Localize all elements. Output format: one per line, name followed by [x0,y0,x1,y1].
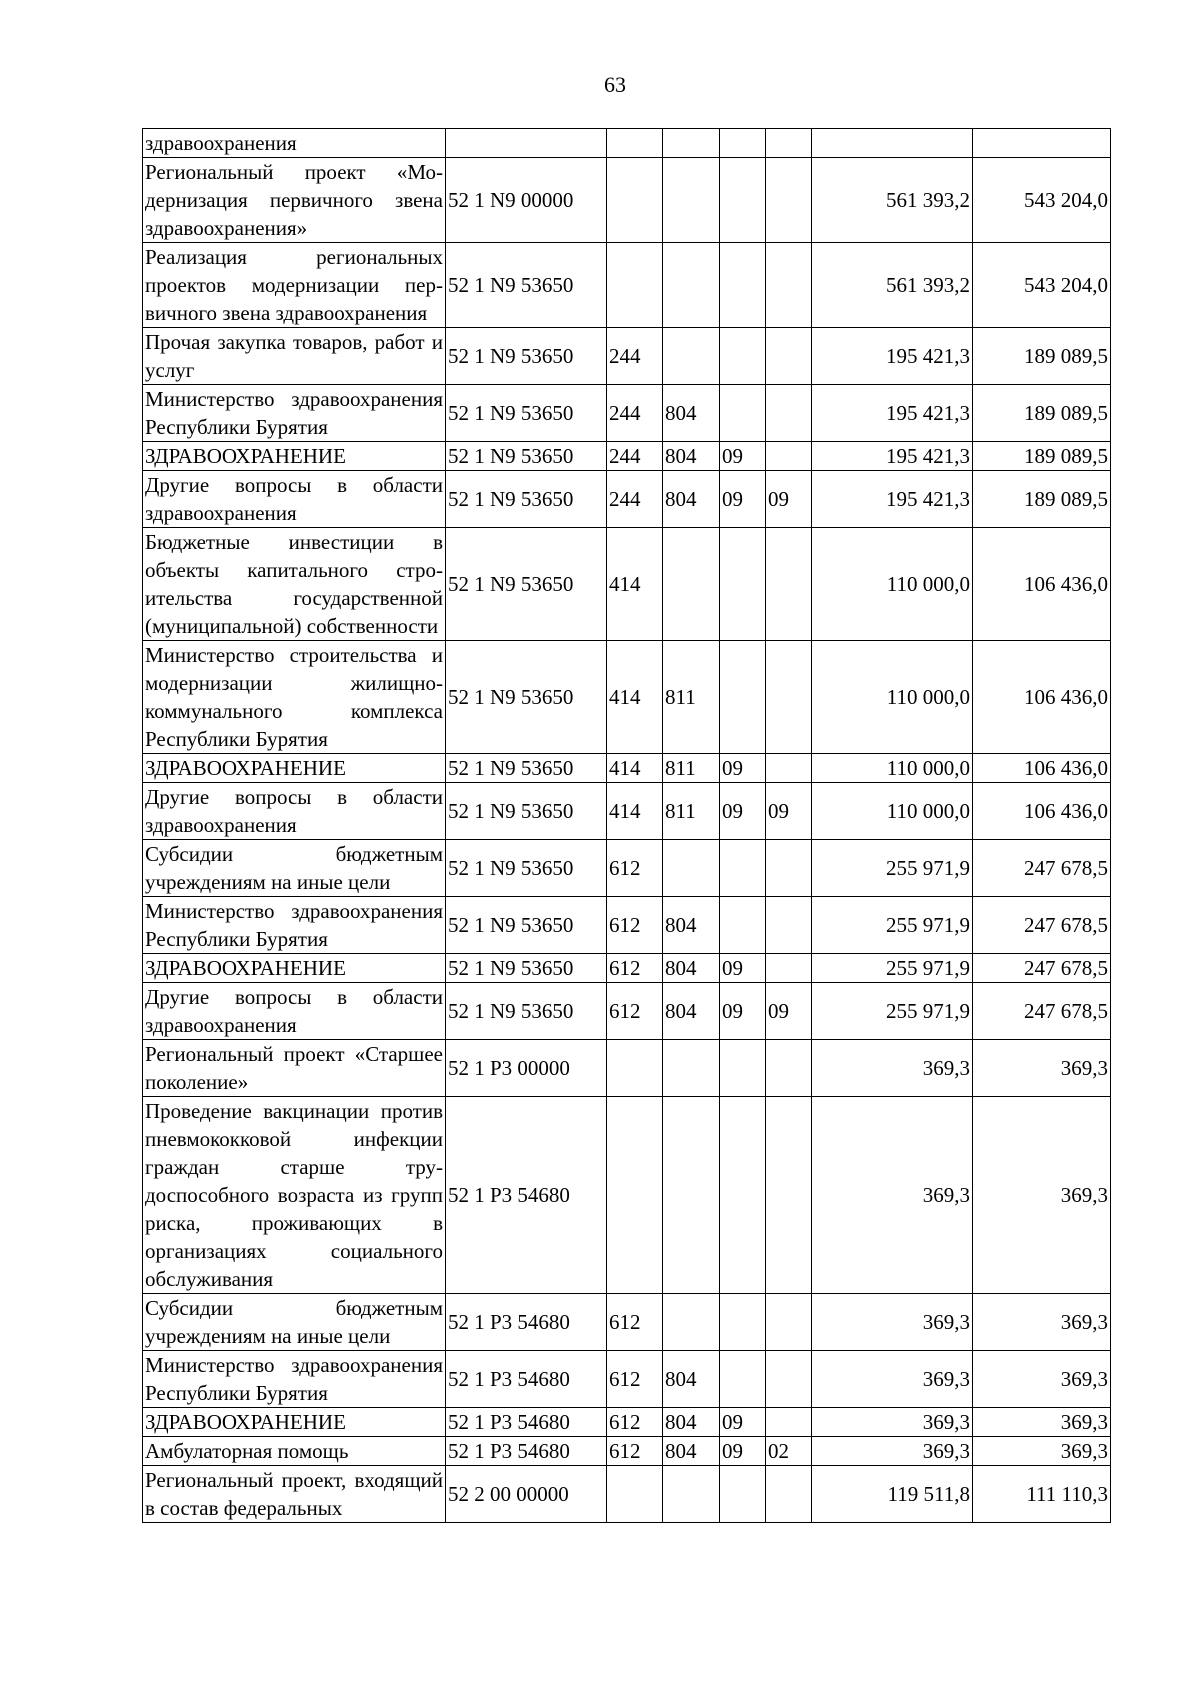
cell-section [720,1294,766,1351]
cell-subsection [766,1466,812,1523]
cell-amount-1: 255 971,9 [812,840,973,897]
cell-amount-1 [812,129,973,158]
cell-target-code: 52 1 N9 00000 [446,158,607,243]
cell-ministry-code: 811 [663,754,720,783]
cell-subsection [766,442,812,471]
cell-subsection [766,1351,812,1408]
cell-amount-1: 110 000,0 [812,783,973,840]
cell-target-code: 52 1 N9 53650 [446,754,607,783]
cell-ministry-code: 804 [663,1408,720,1437]
cell-amount-2: 369,3 [973,1097,1111,1294]
cell-amount-1: 561 393,2 [812,158,973,243]
cell-section: 09 [720,1437,766,1466]
cell-expense-type: 612 [607,954,663,983]
cell-section: 09 [720,754,766,783]
cell-section [720,1097,766,1294]
cell-amount-1: 255 971,9 [812,983,973,1040]
table-row [143,954,1111,983]
cell-amount-2: 189 089,5 [973,328,1111,385]
table-row [143,385,1111,442]
cell-ministry-code: 804 [663,897,720,954]
cell-subsection [766,385,812,442]
cell-target-code: 52 1 N9 53650 [446,641,607,754]
cell-name: Субсидии бюджетным учреждениям на иные цели [143,840,446,897]
cell-ministry-code: 804 [663,442,720,471]
cell-section: 09 [720,442,766,471]
cell-amount-2: 106 436,0 [973,641,1111,754]
table-row [143,1437,1111,1466]
cell-subsection [766,754,812,783]
cell-ministry-code [663,840,720,897]
cell-expense-type: 612 [607,1294,663,1351]
cell-name: Прочая закупка товаров, работ и услуг [143,328,446,385]
cell-target-code: 52 1 N9 53650 [446,243,607,328]
cell-expense-type [607,243,663,328]
cell-expense-type: 612 [607,1408,663,1437]
cell-name: Реализация региональных проектов модернизации первичного звена здравоохранения [143,243,446,328]
cell-target-code [446,129,607,158]
cell-target-code: 52 1 N9 53650 [446,528,607,641]
cell-name: ЗДРАВООХРАНЕНИЕ [143,1408,446,1437]
cell-expense-type [607,1466,663,1523]
cell-name: Министерство здравоохранения Республики Бурятия [143,385,446,442]
cell-target-code: 52 1 P3 54680 [446,1437,607,1466]
cell-amount-2: 543 204,0 [973,243,1111,328]
cell-name: Министерство здравоохранения Республики Бурятия [143,1351,446,1408]
cell-ministry-code [663,129,720,158]
cell-amount-2: 369,3 [973,1351,1111,1408]
cell-name: ЗДРАВООХРАНЕНИЕ [143,954,446,983]
cell-target-code: 52 1 P3 54680 [446,1097,607,1294]
cell-name: Другие вопросы в области здравоохранения [143,783,446,840]
cell-amount-2: 189 089,5 [973,471,1111,528]
cell-ministry-code: 811 [663,783,720,840]
cell-ministry-code: 804 [663,983,720,1040]
table-row [143,442,1111,471]
cell-subsection [766,840,812,897]
cell-expense-type: 414 [607,754,663,783]
cell-target-code: 52 1 P3 00000 [446,1040,607,1097]
cell-amount-1: 110 000,0 [812,754,973,783]
cell-amount-2: 543 204,0 [973,158,1111,243]
cell-expense-type: 244 [607,442,663,471]
cell-amount-1: 110 000,0 [812,528,973,641]
table-row [143,983,1111,1040]
cell-amount-1: 369,3 [812,1294,973,1351]
cell-amount-1: 255 971,9 [812,897,973,954]
cell-target-code: 52 1 N9 53650 [446,442,607,471]
cell-target-code: 52 1 N9 53650 [446,954,607,983]
cell-section: 09 [720,783,766,840]
cell-name: ЗДРАВООХРАНЕНИЕ [143,754,446,783]
cell-ministry-code: 804 [663,385,720,442]
cell-expense-type [607,129,663,158]
cell-amount-1: 195 421,3 [812,442,973,471]
cell-name: ЗДРАВООХРАНЕНИЕ [143,442,446,471]
cell-section [720,528,766,641]
cell-subsection [766,641,812,754]
cell-subsection [766,1097,812,1294]
cell-target-code: 52 1 N9 53650 [446,840,607,897]
cell-ministry-code [663,1040,720,1097]
cell-name: Проведение вакцинации против пневмококковой инфекции граждан старше трудоспособного возраста из групп риска, проживающих в организациях социального обслуживания [143,1097,446,1294]
cell-subsection: 09 [766,983,812,1040]
table-body [143,129,1111,1523]
page-number: 63 [604,72,626,97]
cell-amount-1: 369,3 [812,1437,973,1466]
table-row [143,1294,1111,1351]
cell-target-code: 52 1 P3 54680 [446,1294,607,1351]
table-row [143,754,1111,783]
cell-amount-2 [973,129,1111,158]
table-row [143,158,1111,243]
cell-subsection [766,954,812,983]
cell-target-code: 52 1 N9 53650 [446,783,607,840]
cell-expense-type: 612 [607,1351,663,1408]
cell-section [720,1466,766,1523]
cell-amount-1: 195 421,3 [812,471,973,528]
budget-table [142,128,1111,1523]
cell-subsection [766,158,812,243]
table-row [143,129,1111,158]
cell-expense-type [607,1040,663,1097]
cell-amount-2: 106 436,0 [973,528,1111,641]
cell-expense-type: 612 [607,1437,663,1466]
cell-expense-type: 244 [607,385,663,442]
cell-target-code: 52 2 00 00000 [446,1466,607,1523]
cell-name: Амбулаторная помощь [143,1437,446,1466]
cell-amount-2: 247 678,5 [973,983,1111,1040]
cell-expense-type: 612 [607,897,663,954]
table-row [143,1097,1111,1294]
cell-ministry-code: 811 [663,641,720,754]
cell-expense-type: 244 [607,328,663,385]
cell-section [720,1040,766,1097]
cell-amount-1: 195 421,3 [812,328,973,385]
cell-subsection [766,243,812,328]
table-row [143,1408,1111,1437]
cell-section [720,385,766,442]
cell-name: здравоохранения [143,129,446,158]
cell-section [720,328,766,385]
cell-expense-type: 612 [607,840,663,897]
cell-subsection [766,129,812,158]
cell-expense-type: 612 [607,983,663,1040]
cell-amount-2: 369,3 [973,1040,1111,1097]
cell-expense-type: 414 [607,641,663,754]
cell-name: Региональный проект «Модернизация первичного звена здравоохранения» [143,158,446,243]
cell-name: Бюджетные инвестиции в объекты капитального строительства государственной (муниципальной) собственности [143,528,446,641]
cell-target-code: 52 1 P3 54680 [446,1351,607,1408]
cell-target-code: 52 1 N9 53650 [446,385,607,442]
cell-amount-2: 247 678,5 [973,840,1111,897]
cell-amount-1: 369,3 [812,1040,973,1097]
cell-section: 09 [720,954,766,983]
cell-section [720,840,766,897]
cell-amount-1: 369,3 [812,1097,973,1294]
cell-section: 09 [720,1408,766,1437]
cell-subsection [766,1294,812,1351]
cell-ministry-code: 804 [663,954,720,983]
table-row [143,1466,1111,1523]
cell-expense-type: 244 [607,471,663,528]
cell-target-code: 52 1 N9 53650 [446,897,607,954]
cell-subsection [766,1040,812,1097]
cell-name: Региональный проект, входящий в состав федеральных [143,1466,446,1523]
cell-target-code: 52 1 N9 53650 [446,328,607,385]
cell-target-code: 52 1 N9 53650 [446,983,607,1040]
table-row [143,840,1111,897]
cell-ministry-code [663,328,720,385]
cell-amount-2: 106 436,0 [973,783,1111,840]
cell-name: Субсидии бюджетным учреждениям на иные цели [143,1294,446,1351]
table-row [143,783,1111,840]
cell-amount-2: 111 110,3 [973,1466,1111,1523]
cell-name: Другие вопросы в области здравоохранения [143,471,446,528]
cell-ministry-code [663,528,720,641]
cell-ministry-code: 804 [663,1437,720,1466]
cell-amount-2: 189 089,5 [973,442,1111,471]
cell-section [720,243,766,328]
table-row [143,1040,1111,1097]
cell-amount-1: 369,3 [812,1351,973,1408]
cell-subsection: 09 [766,783,812,840]
cell-expense-type: 414 [607,528,663,641]
cell-amount-1: 195 421,3 [812,385,973,442]
cell-name: Региональный проект «Старшее поколение» [143,1040,446,1097]
table-row [143,641,1111,754]
cell-section [720,129,766,158]
cell-subsection [766,528,812,641]
cell-expense-type [607,158,663,243]
table-row [143,528,1111,641]
cell-expense-type [607,1097,663,1294]
cell-section: 09 [720,471,766,528]
cell-section: 09 [720,983,766,1040]
cell-amount-2: 369,3 [973,1408,1111,1437]
cell-name: Министерство здравоохранения Республики Бурятия [143,897,446,954]
cell-subsection: 02 [766,1437,812,1466]
table-row [143,1351,1111,1408]
cell-amount-1: 369,3 [812,1408,973,1437]
table-row [143,897,1111,954]
cell-amount-2: 247 678,5 [973,954,1111,983]
cell-section [720,1351,766,1408]
cell-expense-type: 414 [607,783,663,840]
cell-amount-2: 247 678,5 [973,897,1111,954]
cell-section [720,897,766,954]
cell-section [720,158,766,243]
cell-name: Другие вопросы в области здравоохранения [143,983,446,1040]
cell-subsection [766,897,812,954]
cell-ministry-code: 804 [663,1351,720,1408]
cell-subsection [766,328,812,385]
cell-ministry-code: 804 [663,471,720,528]
table-row [143,243,1111,328]
cell-subsection [766,1408,812,1437]
cell-amount-1: 119 511,8 [812,1466,973,1523]
cell-amount-2: 369,3 [973,1437,1111,1466]
cell-ministry-code [663,1466,720,1523]
cell-name: Министерство строительства и модернизации жилищно-коммунального комплекса Республики Бурятия [143,641,446,754]
cell-amount-2: 106 436,0 [973,754,1111,783]
cell-ministry-code [663,1097,720,1294]
cell-amount-1: 110 000,0 [812,641,973,754]
cell-amount-2: 189 089,5 [973,385,1111,442]
cell-target-code: 52 1 N9 53650 [446,471,607,528]
table-row [143,471,1111,528]
cell-amount-1: 255 971,9 [812,954,973,983]
cell-ministry-code [663,1294,720,1351]
cell-target-code: 52 1 P3 54680 [446,1408,607,1437]
cell-amount-1: 561 393,2 [812,243,973,328]
table-row [143,328,1111,385]
cell-ministry-code [663,158,720,243]
cell-ministry-code [663,243,720,328]
cell-subsection: 09 [766,471,812,528]
cell-amount-2: 369,3 [973,1294,1111,1351]
cell-section [720,641,766,754]
